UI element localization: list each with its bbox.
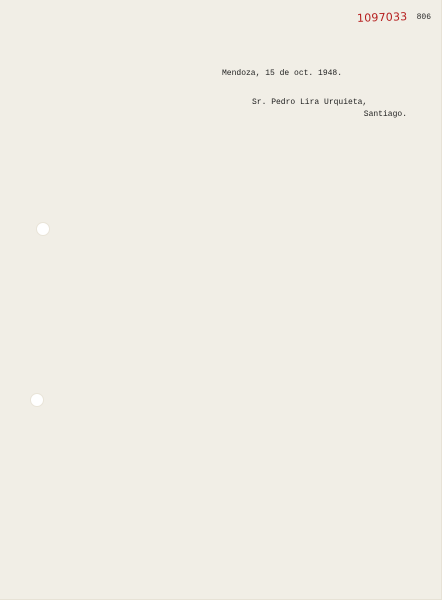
recipient-city: Santiago. bbox=[363, 110, 407, 120]
recipient-name: Sr. Pedro Lira Urquieta, bbox=[252, 98, 368, 107]
page-number: 806 bbox=[416, 13, 431, 22]
letter-body bbox=[94, 128, 434, 132]
recipient bbox=[252, 97, 407, 122]
punch-hole bbox=[30, 393, 44, 407]
place-date: Mendoza, 15 de oct. 1948. bbox=[222, 69, 343, 78]
archive-id: 1097033 bbox=[356, 10, 408, 25]
punch-hole bbox=[36, 222, 50, 236]
